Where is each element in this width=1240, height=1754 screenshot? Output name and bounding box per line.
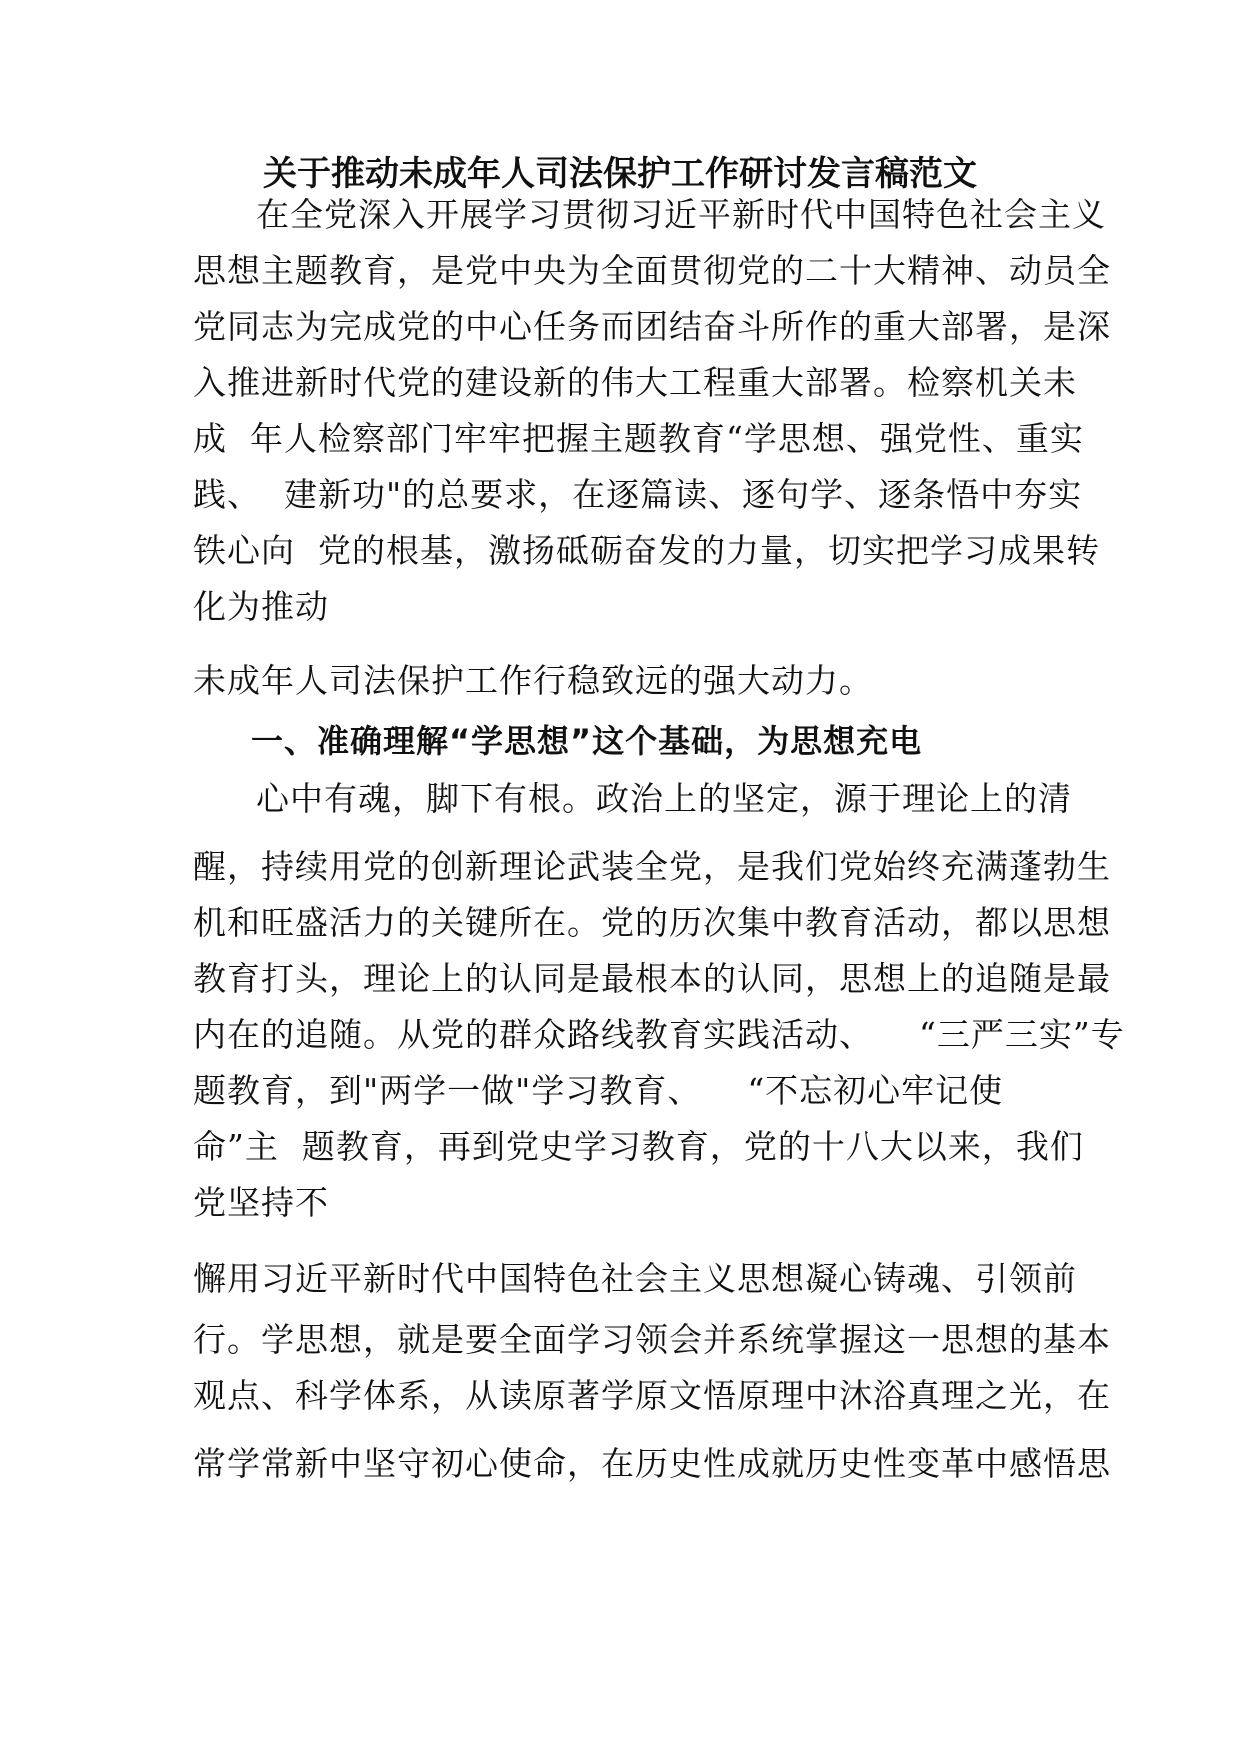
paragraph-3-line: 教育打头，理论上的认同是最根本的认同，思想上的追随是最 xyxy=(193,959,1111,998)
paragraph-1-line: 铁心向 党的根基，激扬砥砺奋发的力量，切实把学习成果转 xyxy=(193,531,1100,570)
paragraph-4-line: 懈用习近平新时代中国特色社会主义思想凝心铸魂、引领前 xyxy=(193,1259,1077,1298)
document-title: 关于推动未成年人司法保护工作研讨发言稿范文 xyxy=(263,154,977,194)
paragraph-3-line: 党坚持不 xyxy=(193,1183,329,1222)
paragraph-1-line: 党同志为完成党的中心任务而团结奋斗所作的重大部署，是深 xyxy=(193,307,1111,346)
paragraph-4-line: 行。学思想，就是要全面学习领会并系统掌握这一思想的基本 xyxy=(193,1320,1111,1359)
paragraph-2: 未成年人司法保护工作行稳致远的强大动力。 xyxy=(193,661,873,700)
paragraph-3-line: 内在的追随。从党的群众路线教育实践活动、 “三严三实”专 xyxy=(193,1015,1125,1054)
paragraph-1-line: 成 年人检察部门牢牢把握主题教育“学思想、强党性、重实 xyxy=(193,419,1084,458)
paragraph-3-line: 题教育，到"两学一做"学习教育、 “不忘初心牢记使 xyxy=(193,1071,1004,1110)
paragraph-3-line: 机和旺盛活力的关键所在。党的历次集中教育活动，都以思想 xyxy=(193,903,1111,942)
paragraph-4-line: 常学常新中坚守初心使命，在历史性成就历史性变革中感悟思 xyxy=(193,1444,1111,1483)
section-heading-1: 一、准确理解“学思想”这个基础，为思想充电 xyxy=(251,722,923,760)
paragraph-3-line: 醒，持续用党的创新理论武装全党，是我们党始终充满蓬勃生 xyxy=(193,847,1111,886)
paragraph-3-line: 心中有魂，脚下有根。政治上的坚定，源于理论上的清 xyxy=(256,779,1072,818)
paragraph-1-line: 入推进新时代党的建设新的伟大工程重大部署。检察机关未 xyxy=(193,363,1077,402)
paragraph-1-line: 思想主题教育，是党中央为全面贯彻党的二十大精神、动员全 xyxy=(193,251,1111,290)
paragraph-1-line: 在全党深入开展学习贯彻习近平新时代中国特色社会主义 xyxy=(256,195,1106,234)
paragraph-1-line: 化为推动 xyxy=(193,587,329,626)
paragraph-3-line: 命”主 题教育，再到党史学习教育，党的十八大以来，我们 xyxy=(193,1127,1084,1166)
paragraph-1-line: 践、 建新功"的总要求，在逐篇读、逐句学、逐条悟中夯实 xyxy=(193,475,1083,514)
paragraph-4-line: 观点、科学体系，从读原著学原文悟原理中沐浴真理之光，在 xyxy=(193,1376,1111,1415)
